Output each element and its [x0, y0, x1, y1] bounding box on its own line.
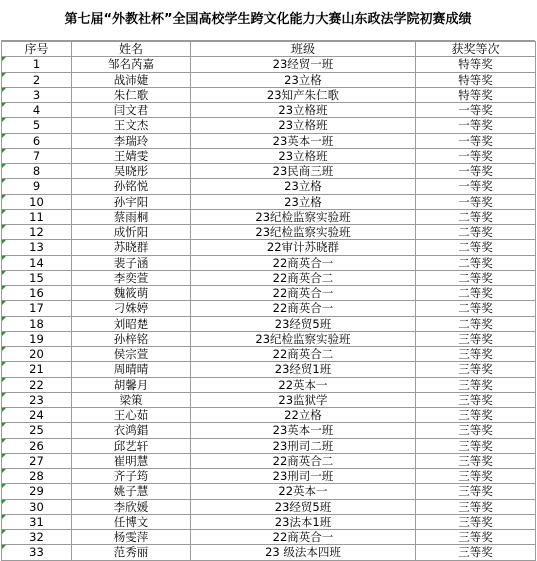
- class-cell[interactable]: 23英本一班: [191, 133, 416, 148]
- award-cell[interactable]: 特等奖: [416, 57, 536, 72]
- class-cell[interactable]: 22商英合二: [191, 453, 416, 468]
- class-cell[interactable]: 23刑司二班: [191, 438, 416, 453]
- name-cell[interactable]: 孙梓铭: [72, 331, 191, 346]
- name-cell[interactable]: 邱艺轩: [72, 438, 191, 453]
- name-cell[interactable]: 崔明慧: [72, 453, 191, 468]
- spreadsheet: [1, 0, 535, 561]
- number-cell[interactable]: 5: [2, 118, 72, 133]
- number-cell[interactable]: 18: [2, 316, 72, 331]
- number-cell[interactable]: 21: [2, 362, 72, 377]
- table-row: [2, 484, 536, 499]
- class-cell[interactable]: 23刑司一班: [191, 469, 416, 484]
- award-cell[interactable]: 三等奖: [416, 514, 536, 529]
- number-cell[interactable]: 26: [2, 438, 72, 453]
- number-cell[interactable]: 12: [2, 225, 72, 240]
- name-cell[interactable]: 姚子慧: [72, 484, 191, 499]
- award-cell[interactable]: 一等奖: [416, 164, 536, 179]
- name-cell[interactable]: 邹名芮嘉: [72, 57, 191, 72]
- award-cell[interactable]: 一等奖: [416, 103, 536, 118]
- name-cell[interactable]: 孙宇阳: [72, 194, 191, 209]
- class-cell[interactable]: 22商英合一: [191, 255, 416, 270]
- award-cell[interactable]: 三等奖: [416, 331, 536, 346]
- name-cell[interactable]: 李瑞玲: [72, 133, 191, 148]
- table-row: [2, 469, 536, 484]
- class-cell[interactable]: 22立格: [191, 408, 416, 423]
- number-cell[interactable]: 31: [2, 514, 72, 529]
- number-cell[interactable]: 6: [2, 133, 72, 148]
- table-row: [2, 179, 536, 194]
- name-cell[interactable]: 孙铭悦: [72, 179, 191, 194]
- class-cell[interactable]: 23立格: [191, 194, 416, 209]
- number-cell[interactable]: 33: [2, 545, 72, 560]
- table-row: [2, 423, 536, 438]
- award-cell[interactable]: 特等奖: [416, 72, 536, 87]
- name-cell[interactable]: 王婧雯: [72, 148, 191, 163]
- number-cell[interactable]: 27: [2, 453, 72, 468]
- name-cell[interactable]: 吴晓彤: [72, 164, 191, 179]
- name-cell[interactable]: 王心茹: [72, 408, 191, 423]
- award-cell[interactable]: 二等奖: [416, 270, 536, 285]
- table-row: [2, 392, 536, 407]
- number-cell[interactable]: 30: [2, 499, 72, 514]
- number-cell[interactable]: 28: [2, 469, 72, 484]
- table-row: [2, 286, 536, 301]
- number-cell[interactable]: 9: [2, 179, 72, 194]
- award-cell[interactable]: 三等奖: [416, 408, 536, 423]
- table-row: [2, 362, 536, 377]
- class-cell[interactable]: 23立格: [191, 72, 416, 87]
- name-cell[interactable]: 王文杰: [72, 118, 191, 133]
- number-cell[interactable]: 8: [2, 164, 72, 179]
- table-row: [2, 453, 536, 468]
- name-cell[interactable]: 刁姝婷: [72, 301, 191, 316]
- class-cell[interactable]: 22商英合一: [191, 286, 416, 301]
- name-cell[interactable]: 李奕萱: [72, 270, 191, 285]
- class-cell[interactable]: 23监狱学: [191, 392, 416, 407]
- number-cell[interactable]: 7: [2, 148, 72, 163]
- number-cell[interactable]: 15: [2, 270, 72, 285]
- table-row: [2, 514, 536, 529]
- class-cell[interactable]: 23立格班: [191, 118, 416, 133]
- name-cell[interactable]: 梁策: [72, 392, 191, 407]
- table-row: [2, 270, 536, 285]
- name-cell[interactable]: 侯宗萱: [72, 347, 191, 362]
- table-row: [2, 148, 536, 163]
- award-cell[interactable]: 三等奖: [416, 453, 536, 468]
- table-row: [2, 57, 536, 72]
- award-cell[interactable]: 三等奖: [416, 545, 536, 560]
- class-cell[interactable]: 22商英合二: [191, 347, 416, 362]
- name-cell[interactable]: 蔡雨桐: [72, 209, 191, 224]
- number-cell[interactable]: 25: [2, 423, 72, 438]
- header-cell-name[interactable]: 姓名: [72, 42, 191, 57]
- class-cell[interactable]: 23知产朱仁歌: [191, 87, 416, 102]
- header-cell-number[interactable]: 序号: [2, 42, 72, 57]
- sheet-title[interactable]: 第七届“外教社杯”全国高校学生跨文化能力大赛山东政法学院初赛成绩: [1, 0, 535, 41]
- name-cell[interactable]: 杨雯萍: [72, 530, 191, 545]
- class-cell[interactable]: 23法本1班: [191, 514, 416, 529]
- results-table: [1, 41, 536, 561]
- class-cell[interactable]: 23立格班: [191, 103, 416, 118]
- award-cell[interactable]: 三等奖: [416, 484, 536, 499]
- table-row: [2, 194, 536, 209]
- class-cell[interactable]: 23 级法本四班: [191, 545, 416, 560]
- name-cell[interactable]: 朱仁歌: [72, 87, 191, 102]
- number-cell[interactable]: 20: [2, 347, 72, 362]
- table-row: [2, 545, 536, 560]
- table-row: [2, 530, 536, 545]
- class-cell[interactable]: 23经贸一班: [191, 57, 416, 72]
- name-cell[interactable]: 任博文: [72, 514, 191, 529]
- class-cell[interactable]: 22商英合一: [191, 301, 416, 316]
- name-cell[interactable]: 成忻阳: [72, 225, 191, 240]
- award-cell[interactable]: 三等奖: [416, 423, 536, 438]
- class-cell[interactable]: 23经贸5班: [191, 316, 416, 331]
- table-row: [2, 133, 536, 148]
- award-cell[interactable]: 二等奖: [416, 209, 536, 224]
- number-cell[interactable]: 3: [2, 87, 72, 102]
- award-cell[interactable]: 一等奖: [416, 148, 536, 163]
- name-cell[interactable]: 刘昭楚: [72, 316, 191, 331]
- table-row: [2, 118, 536, 133]
- table-row: [2, 499, 536, 514]
- name-cell[interactable]: 魏筱萌: [72, 286, 191, 301]
- class-cell[interactable]: 23立格: [191, 179, 416, 194]
- class-cell[interactable]: 22商英合一: [191, 530, 416, 545]
- class-cell[interactable]: 23立格班: [191, 148, 416, 163]
- class-cell[interactable]: 22英本一: [191, 484, 416, 499]
- award-cell[interactable]: 一等奖: [416, 118, 536, 133]
- table-row: [2, 103, 536, 118]
- number-cell[interactable]: 23: [2, 392, 72, 407]
- table-row: [2, 301, 536, 316]
- class-cell[interactable]: 22审计苏晓群: [191, 240, 416, 255]
- number-cell[interactable]: 10: [2, 194, 72, 209]
- number-cell[interactable]: 14: [2, 255, 72, 270]
- class-cell[interactable]: 23纪检监察实验班: [191, 209, 416, 224]
- number-cell[interactable]: 22: [2, 377, 72, 392]
- number-cell[interactable]: 11: [2, 209, 72, 224]
- award-cell[interactable]: 三等奖: [416, 499, 536, 514]
- award-cell[interactable]: 三等奖: [416, 362, 536, 377]
- table-row: [2, 255, 536, 270]
- name-cell[interactable]: 周晴晴: [72, 362, 191, 377]
- award-cell[interactable]: 二等奖: [416, 255, 536, 270]
- award-cell[interactable]: 三等奖: [416, 530, 536, 545]
- award-cell[interactable]: 三等奖: [416, 377, 536, 392]
- award-cell[interactable]: 一等奖: [416, 194, 536, 209]
- header-cell-class[interactable]: 班级: [191, 42, 416, 57]
- table-row: [2, 72, 536, 87]
- award-cell[interactable]: 二等奖: [416, 225, 536, 240]
- table-row: [2, 209, 536, 224]
- number-cell[interactable]: 1: [2, 57, 72, 72]
- award-cell[interactable]: 二等奖: [416, 240, 536, 255]
- table-row: [2, 377, 536, 392]
- number-cell[interactable]: 2: [2, 72, 72, 87]
- table-row: [2, 225, 536, 240]
- class-cell[interactable]: 22英本一: [191, 377, 416, 392]
- table-row: [2, 164, 536, 179]
- name-cell[interactable]: 李欣媛: [72, 499, 191, 514]
- class-cell[interactable]: 23纪检监察实验班: [191, 225, 416, 240]
- number-cell[interactable]: 32: [2, 530, 72, 545]
- award-cell[interactable]: 三等奖: [416, 469, 536, 484]
- name-cell[interactable]: 闫文君: [72, 103, 191, 118]
- award-cell[interactable]: 一等奖: [416, 179, 536, 194]
- table-row: [2, 408, 536, 423]
- name-cell[interactable]: 衣鸿錩: [72, 423, 191, 438]
- header-cell-award[interactable]: 获奖等次: [416, 42, 536, 57]
- name-cell[interactable]: 胡馨月: [72, 377, 191, 392]
- table-row: [2, 87, 536, 102]
- award-cell[interactable]: 二等奖: [416, 301, 536, 316]
- award-cell[interactable]: 三等奖: [416, 347, 536, 362]
- number-cell[interactable]: 4: [2, 103, 72, 118]
- number-cell[interactable]: 16: [2, 286, 72, 301]
- class-cell[interactable]: 23民商三班: [191, 164, 416, 179]
- table-row: [2, 331, 536, 346]
- class-cell[interactable]: 23纪检监察实验班: [191, 331, 416, 346]
- award-cell[interactable]: 特等奖: [416, 87, 536, 102]
- award-cell[interactable]: 二等奖: [416, 316, 536, 331]
- award-cell[interactable]: 三等奖: [416, 392, 536, 407]
- name-cell[interactable]: 裴子涵: [72, 255, 191, 270]
- number-cell[interactable]: 13: [2, 240, 72, 255]
- header-row: [2, 42, 536, 57]
- name-cell[interactable]: 战沛婕: [72, 72, 191, 87]
- class-cell[interactable]: 22商英合二: [191, 270, 416, 285]
- number-cell[interactable]: 17: [2, 301, 72, 316]
- name-cell[interactable]: 苏晓群: [72, 240, 191, 255]
- award-cell[interactable]: 一等奖: [416, 133, 536, 148]
- number-cell[interactable]: 24: [2, 408, 72, 423]
- table-row: [2, 438, 536, 453]
- class-cell[interactable]: 23经贸1班: [191, 362, 416, 377]
- number-cell[interactable]: 19: [2, 331, 72, 346]
- name-cell[interactable]: 齐子筠: [72, 469, 191, 484]
- table-row: [2, 316, 536, 331]
- class-cell[interactable]: 23英本一班: [191, 423, 416, 438]
- award-cell[interactable]: 三等奖: [416, 438, 536, 453]
- table-row: [2, 240, 536, 255]
- number-cell[interactable]: 29: [2, 484, 72, 499]
- class-cell[interactable]: 23经贸5班: [191, 499, 416, 514]
- award-cell[interactable]: 二等奖: [416, 286, 536, 301]
- table-row: [2, 347, 536, 362]
- name-cell[interactable]: 范秀丽: [72, 545, 191, 560]
